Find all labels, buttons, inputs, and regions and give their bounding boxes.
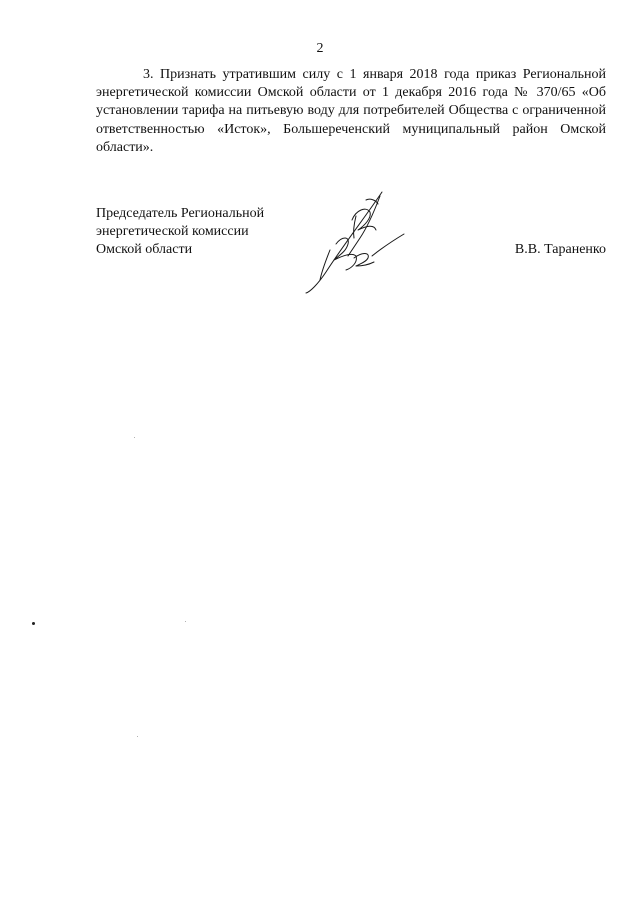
scan-speck [185, 621, 186, 622]
signer-title-line: Омской области [96, 242, 193, 257]
page-number: 2 [316, 41, 324, 56]
paragraph-3: 3. Признать утратившим силу с 1 января 2018 года приказ Региональной энергетической комиссии Омской области от 1 декабря 2016 года № 370/65 «Об установлении тарифа на питьевую воду для потребителей Общества с ограниченной ответственностью «Исток», Большереченский муниципальный район Омской области». [96, 67, 606, 155]
handwritten-signature [296, 186, 414, 294]
scan-speck [134, 437, 135, 438]
signer-title [96, 205, 264, 259]
scan-speck [137, 736, 138, 737]
signer-title-line: Председатель Региональной [96, 206, 265, 221]
signer-name: В.В. Тараненко [514, 242, 606, 257]
signer-title-line: энергетической комиссии [96, 224, 249, 239]
scan-speck [32, 622, 35, 625]
